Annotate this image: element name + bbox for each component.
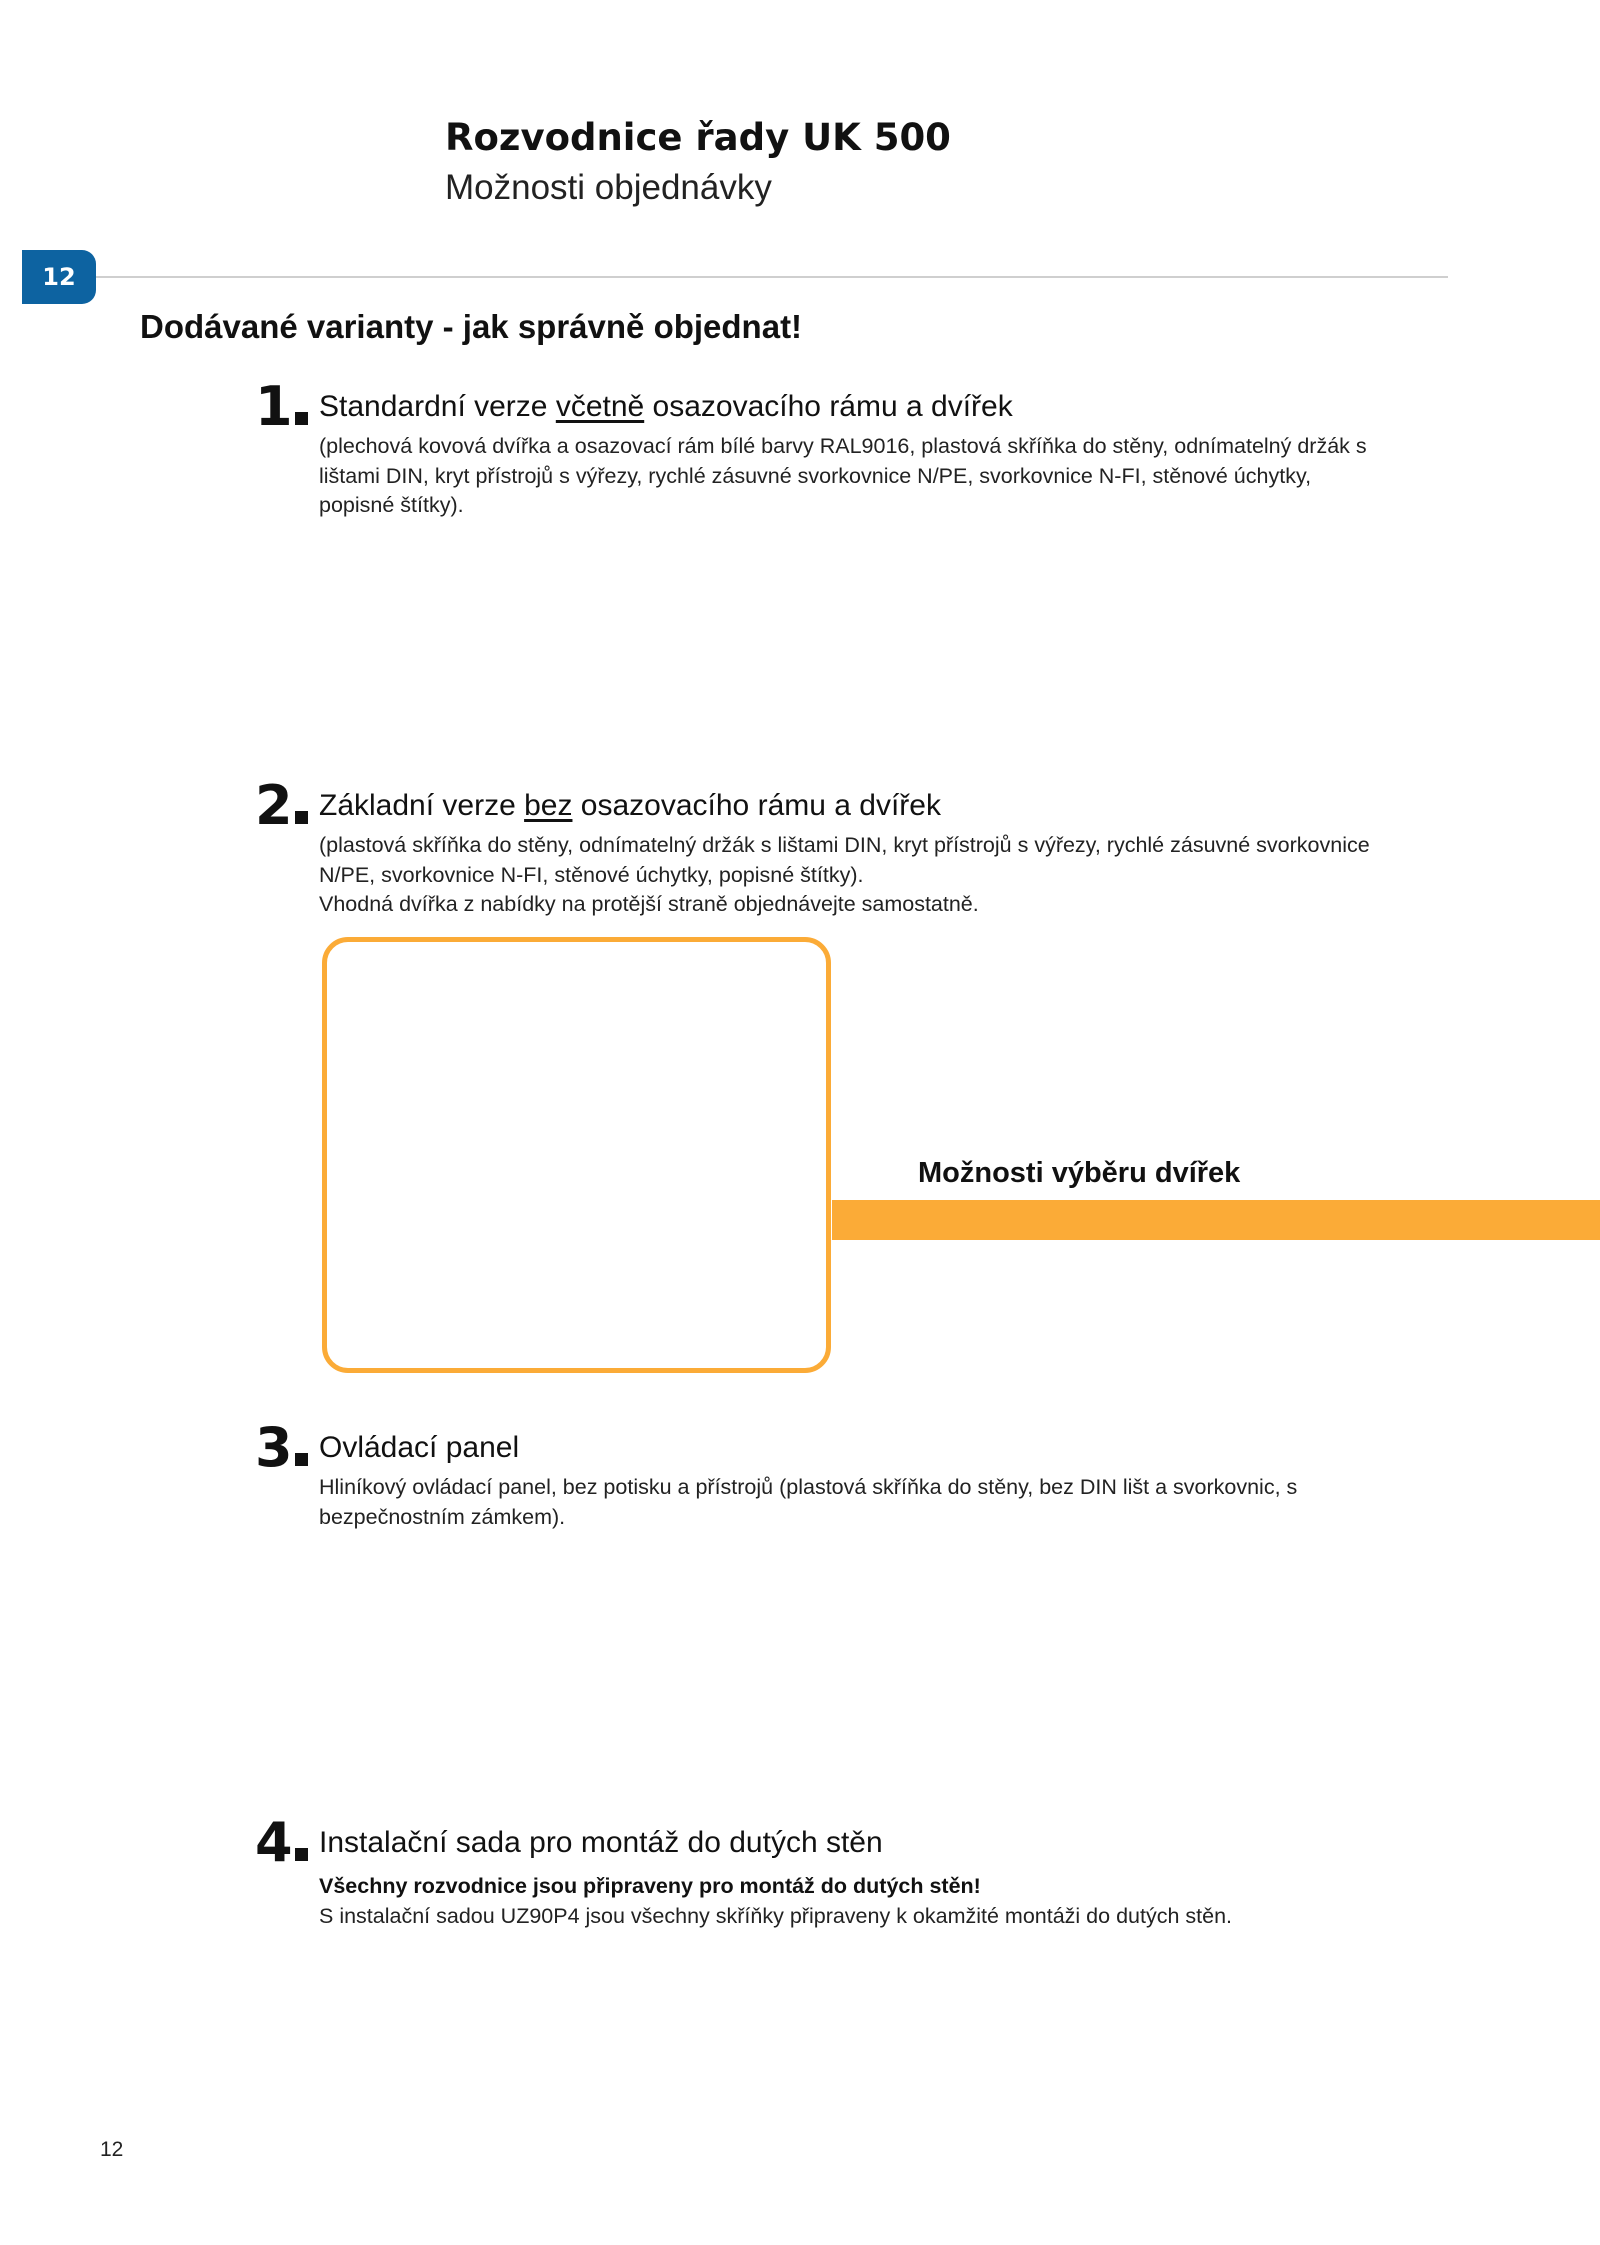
number-dot xyxy=(295,1848,308,1861)
variant-title: Ovládací panel xyxy=(319,1431,520,1464)
number-dot xyxy=(295,811,308,824)
variant-number: 4 xyxy=(255,1816,308,1870)
section-heading: Dodávané varianty - jak správně objednat! xyxy=(140,308,803,345)
page-tab-badge: 12 xyxy=(22,250,96,304)
variant-description-line: (plastová skříňka do stěny, odnímatelný držák s lištami DIN, kryt přístrojů s výřezy, rychlé zásuvné svorkovnice N/PE, svorkovnice N-FI, stěnové úchytky, popisné štítky). xyxy=(319,833,1370,887)
variant-title: Základní verze bez osazovacího rámu a dvířek xyxy=(319,789,941,822)
variant-description-note: Vhodná dvířka z nabídky na protější straně objednávejte samostatně. xyxy=(319,892,979,916)
footer-page-number: 12 xyxy=(100,2138,124,2161)
variant-description: Hliníkový ovládací panel, bez potisku a přístrojů (plastová skříňka do stěny, bez DIN lišt a svorkovnic, s bezpečnostním zámkem). xyxy=(319,1475,1298,1529)
door-options-bar xyxy=(832,1200,1600,1240)
variant-description: (plechová kovová dvířka a osazovací rám bílé barvy RAL9016, plastová skříňka do stěny, odnímatelný držák s lištami DIN, kryt přístrojů s výřezy, rychlé zásuvné svorkovnice N/PE, svorkovnice N-FI, stěnové úchytky, popisné štítky). xyxy=(319,434,1367,517)
number-dot xyxy=(295,1453,308,1466)
variant-description xyxy=(319,831,1379,920)
variant-number: 1 xyxy=(255,380,308,434)
variant-title: Standardní verze včetně osazovacího rámu a dvířek xyxy=(319,390,1013,423)
underlined-emphasis: včetně xyxy=(555,390,645,423)
document-title: Rozvodnice řady UK 500 xyxy=(445,116,951,159)
variant-title: Instalační sada pro montáž do dutých stěn xyxy=(319,1826,883,1859)
variant-description-line: S instalační sadou UZ90P4 jsou všechny skříňky připraveny k okamžité montáži do dutých stěn. xyxy=(319,1903,1232,1928)
variant-number: 3 xyxy=(255,1421,308,1475)
header-divider xyxy=(96,276,1448,278)
door-options-label: Možnosti výběru dvířek xyxy=(918,1157,1241,1189)
underlined-emphasis: bez xyxy=(524,789,573,822)
door-image-frame xyxy=(322,937,831,1373)
variant-description xyxy=(319,1872,1379,1931)
variant-number: 2 xyxy=(255,779,308,833)
document-subtitle: Možnosti objednávky xyxy=(445,168,772,207)
variant-description-bold: Všechny rozvodnice jsou připraveny pro montáž do dutých stěn! xyxy=(319,1874,981,1898)
number-dot xyxy=(295,412,308,425)
